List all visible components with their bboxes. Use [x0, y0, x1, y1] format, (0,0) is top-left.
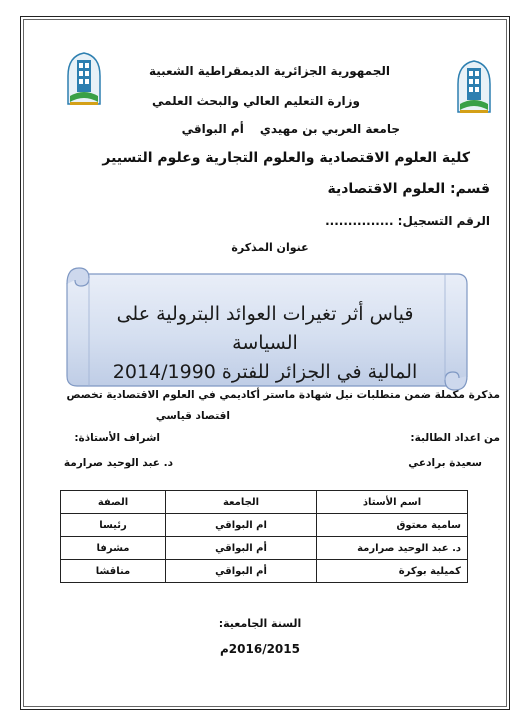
header-role: الصفة [61, 491, 166, 514]
committee-table [60, 490, 468, 583]
cell-professor-name: كميلية بوكرة [317, 560, 468, 583]
table-row [61, 560, 468, 583]
thesis-title-label: عنوان المذكرة [231, 241, 309, 254]
academic-year-label: السنة الجامعية: [218, 617, 302, 630]
cell-university: ام البواقي [166, 514, 317, 537]
thesis-title [84, 300, 446, 387]
supervisor-label: اشراف الأستاذة: [74, 432, 160, 444]
student-name: سعيدة برادعي [408, 457, 482, 469]
thesis-purpose-line-2: اقتصاد قياسي [155, 410, 230, 422]
registration-number: الرقم التسجيل: ............... [325, 214, 490, 228]
header-university: الجامعة [166, 491, 317, 514]
table-row [61, 514, 468, 537]
department-heading: قسم: العلوم الاقتصادية [327, 181, 490, 197]
supervisor-name: د. عبد الوحيد صرارمة [63, 457, 173, 469]
academic-year-value: 2016/2015م [220, 642, 300, 656]
cell-role: رئيسا [61, 514, 166, 537]
thesis-title-line-1: قياس أثر تغيرات العوائد البترولية على السياسة [116, 303, 414, 354]
table-row [61, 537, 468, 560]
cell-university: أم البواقي [166, 537, 317, 560]
thesis-purpose-line-1: مذكرة مكملة ضمن متطلبات نيل شهادة ماستر أكاديمي في العلوم الاقتصادية تخصص [66, 389, 500, 401]
university-logo-right [452, 58, 496, 114]
cell-role: مشرفا [61, 537, 166, 560]
header-professor-name: اسم الأستاذ [317, 491, 468, 514]
student-label: من اعداد الطالبة: [410, 432, 500, 444]
university-name [182, 122, 400, 136]
university-logo-left [62, 50, 106, 106]
faculty-heading: كلية العلوم الاقتصادية والعلوم التجارية وعلوم التسيير [102, 150, 470, 166]
ministry-heading: وزارة التعليم العالي والبحث العلمي [151, 94, 360, 108]
university-name-text: جامعة العربي بن مهيدي [259, 122, 400, 136]
cell-role: مناقشا [61, 560, 166, 583]
cell-professor-name: سامية معتوق [317, 514, 468, 537]
committee-header-row [61, 491, 468, 514]
thesis-title-line-2: المالية في الجزائر للفترة 2014/1990 [112, 361, 418, 383]
university-city: أم البواقي [181, 122, 244, 136]
republic-heading: الجمهورية الجزائرية الديمقراطية الشعبية [148, 64, 390, 78]
cell-professor-name: د. عبد الوحيد صرارمة [317, 537, 468, 560]
cell-university: أم البواقي [166, 560, 317, 583]
